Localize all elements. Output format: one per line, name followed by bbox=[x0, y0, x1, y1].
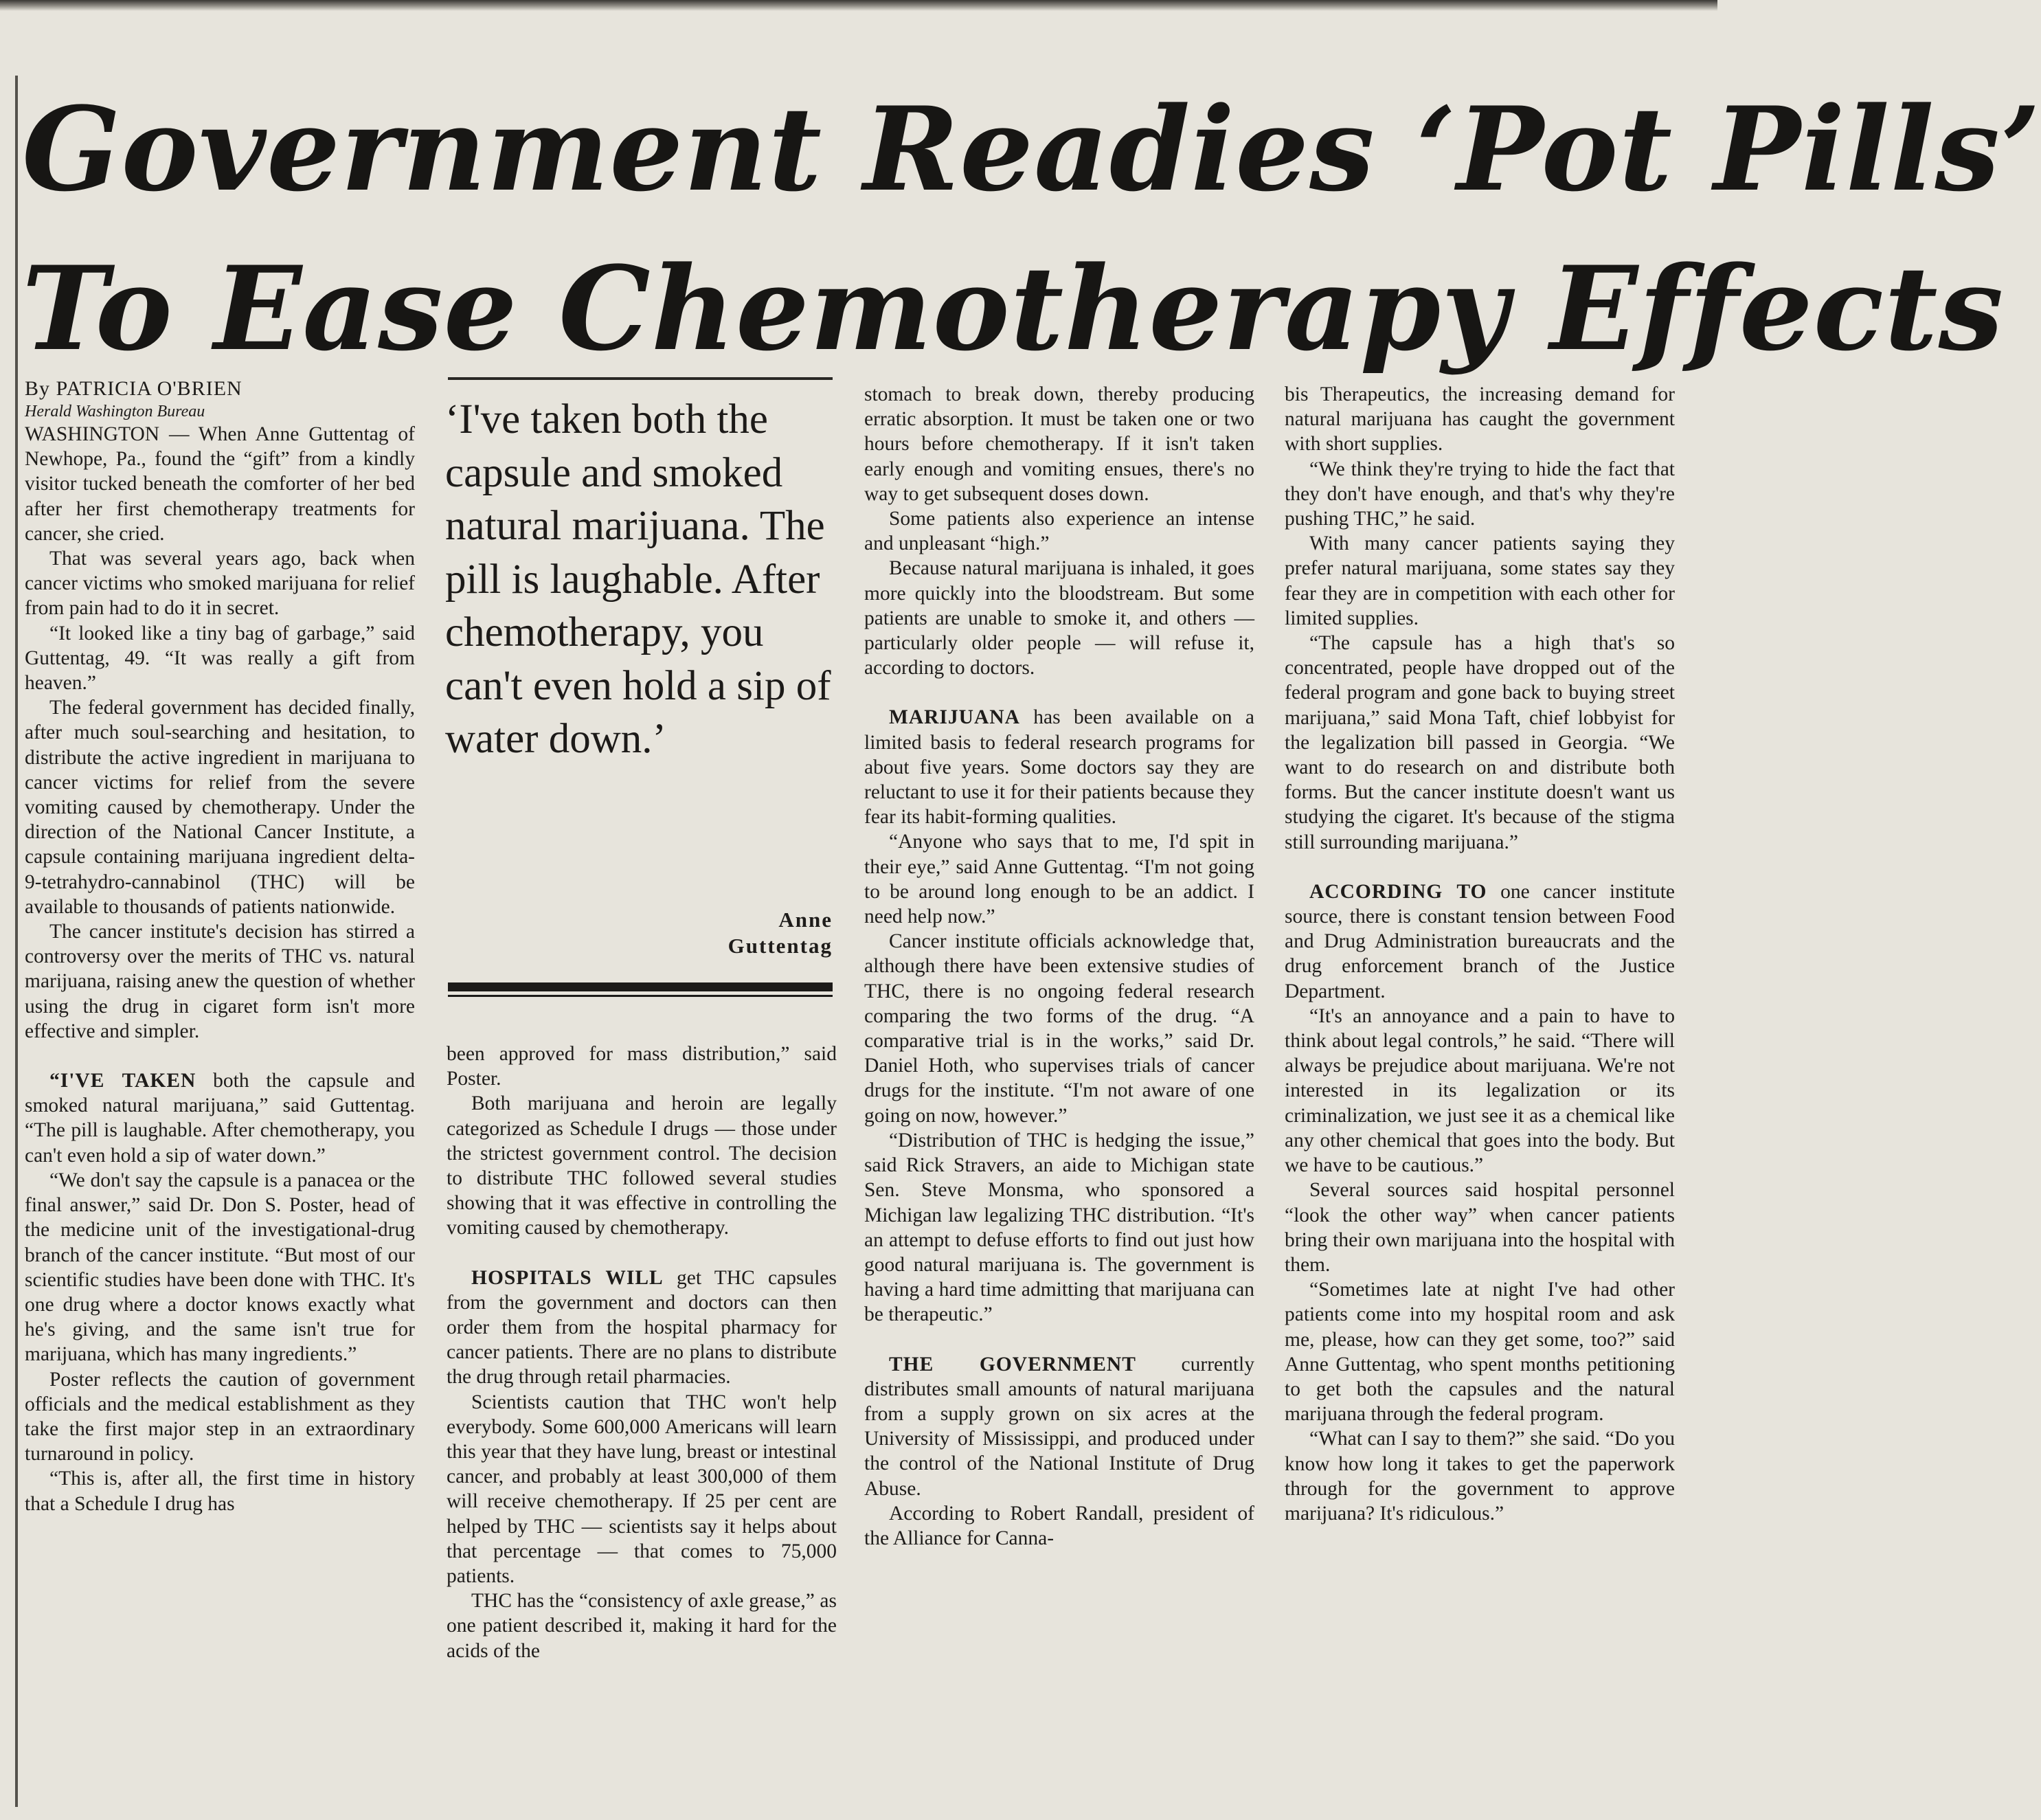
paragraph: bis Therapeutics, the increasing demand for natural marijuana has caught the government with short supplies. bbox=[1285, 383, 1675, 456]
paragraph: “What can I say to them?” she said. “Do you know how long it takes to get the paperwork through for the government to approve marijuana? It's ridiculous.” bbox=[1285, 1428, 1675, 1525]
headline-line-2: To Ease Chemotherapy Effects bbox=[22, 240, 2005, 377]
paragraph: been approved for mass distribution,” said Poster. bbox=[447, 1043, 837, 1090]
paragraph: The federal government has decided finally, after much soul-searching and hesitation, to distribute the active ingredient in marijuana to cancer victims for relief from the severe vomiting caused by chemotherapy. Under the direction of the National Cancer Institute, a capsule containing marijuana ingredient delta-9-tetrahydro-cannabinol (THC) will be available to thousands of patients nationwide. bbox=[25, 697, 415, 918]
article-column-4 bbox=[1285, 382, 1675, 1526]
paragraph: “Distribution of THC is hedging the issue,” said Rick Stravers, an aide to Michigan state Sen. Steve Monsma, who sponsored a Michigan law legalizing THC distribution. “It's an attempt to defuse efforts to find out just how good natural marijuana is. The government is having a hard time admitting that marijuana can be therapeutic.” bbox=[864, 1129, 1254, 1326]
paragraph-subhead bbox=[1285, 879, 1675, 1004]
paragraph: The cancer institute's decision has stirred a controversy over the merits of THC vs. natural marijuana, raising anew the question of whether using the drug in cigaret form isn't more effective and simpler. bbox=[25, 921, 415, 1042]
pull-quote-top-rule bbox=[448, 377, 833, 380]
byline-author: By PATRICIA O'BRIEN bbox=[25, 377, 243, 400]
column-rule bbox=[15, 76, 18, 1807]
paragraph-text: has been available on a limited basis to federal research programs for about five years. Some doctors say they are reluctant to use it for their patients because they fear its habit-forming qualities. bbox=[864, 706, 1254, 829]
paragraph-text: currently distributes small amounts of natural marijuana from a supply grown on six acres at the University of Mississippi, and produced under the control of the National Institute of Drug Abuse. bbox=[864, 1353, 1254, 1500]
paragraph: THC has the “consistency of axle grease,” as one patient described it, making it hard for the acids of the bbox=[447, 1590, 837, 1662]
pull-quote: ‘I've taken both the capsule and smoked natural marijuana. The pill is laughable. After chemotherapy, you can't even hold a sip of water down.’ bbox=[445, 396, 831, 762]
attribution-first: Anne bbox=[778, 908, 833, 932]
paragraph: stomach to break down, thereby producing erratic absorption. It must be taken one or two hours before chemotherapy. If it isn't taken early enough and vomiting ensues, there's no way to get subsequent doses down. bbox=[864, 383, 1254, 505]
paragraph: “Anyone who says that to me, I'd spit in their eye,” said Anne Guttentag. “I'm not going to be around long enough to be an addict. I need help now.” bbox=[864, 831, 1254, 928]
paragraph: “We think they're trying to hide the fact that they don't have enough, and that's why they're pushing THC,” he said. bbox=[1285, 458, 1675, 530]
article-column-3 bbox=[864, 382, 1254, 1551]
paragraph: “The capsule has a high that's so concentrated, people have dropped out of the federal program and gone back to buying street marijuana,” said Mona Taft, chief lobbyist for the legalization bill passed in Georgia. “We want to do research on and distribute both forms. But the cancer institute doesn't want us studying the cigaret. It's because of the stigma still surrounding marijuana.” bbox=[1285, 632, 1675, 853]
paragraph-subhead bbox=[447, 1266, 837, 1390]
headline-line-1: Government Readies ‘Pot Pills’ bbox=[22, 81, 2041, 217]
paragraph: “We don't say the capsule is a panacea or the final answer,” said Dr. Don S. Poster, head of the medicine unit of the investigational-drug branch of the cancer institute. “But most of our scientific studies have been done with THC. It's one drug where a doctor knows exactly what he's giving, and the same isn't true for marijuana, which has many ingredients.” bbox=[25, 1169, 415, 1366]
paragraph-text: both the capsule and smoked natural marijuana,” said Guttentag. “The pill is laughable. After chemotherapy, you can't even hold a sip of water down.” bbox=[25, 1070, 415, 1167]
subhead-lead: “I'VE TAKEN bbox=[49, 1070, 196, 1092]
paragraph: “Sometimes late at night I've had other patients come into my hospital room and ask me, please, how can they get some, too?” said Anne Guttentag, who spent months petitioning to get both the capsules and the natural marijuana through the federal program. bbox=[1285, 1279, 1675, 1426]
subhead-lead: THE GOVERNMENT bbox=[889, 1353, 1136, 1375]
subhead-lead: ACCORDING TO bbox=[1309, 880, 1487, 903]
paragraph: Cancer institute officials acknowledge that, although there have been extensive studies of THC, there is no ongoing federal research comparing the two forms of the drug. “A comparative trial is in the works,” said Dr. Daniel Hoth, who supervises trials of cancer drugs for the institute. “I'm not aware of one going on now, however.” bbox=[864, 930, 1254, 1127]
pull-quote-bottom-rule-thin bbox=[448, 995, 833, 997]
subhead-lead: HOSPITALS WILL bbox=[471, 1266, 664, 1289]
paragraph: Scientists caution that THC won't help everybody. Some 600,000 Americans will learn this year that they have lung, breast or intestinal cancer, and probably at least 300,000 of them will receive chemotherapy. If 25 per cent are helped by THC — scientists say it helps about that percentage — that comes to 75,000 patients. bbox=[447, 1391, 837, 1588]
paragraph: “This is, after all, the first time in history that a Schedule I drug has bbox=[25, 1468, 415, 1515]
paragraph: Both marijuana and heroin are legally categorized as Schedule I drugs — those under the strictest government control. The decision to distribute THC followed several studies showing that it was effective in controlling the vomiting caused by chemotherapy. bbox=[447, 1092, 837, 1239]
article-column-1 bbox=[25, 377, 415, 1516]
paragraph: Several sources said hospital personnel “look the other way” when cancer patients bring their own marijuana into the hospital with them. bbox=[1285, 1179, 1675, 1276]
paragraph: With many cancer patients saying they prefer natural marijuana, some states say they fear they are in competition with each other for limited supplies. bbox=[1285, 532, 1675, 629]
paragraph: Some patients also experience an intense and unpleasant “high.” bbox=[864, 508, 1254, 555]
attribution-last: Guttentag bbox=[728, 934, 833, 958]
paragraph-subhead bbox=[25, 1068, 415, 1168]
paragraph: That was several years ago, back when cancer victims who smoked marijuana for relief from pain had to do it in secret. bbox=[25, 548, 415, 620]
paragraph-subhead bbox=[864, 1352, 1254, 1501]
paragraph-subhead bbox=[864, 705, 1254, 829]
paragraph: “It's an annoyance and a pain to have to think about legal controls,” he said. “There will always be prejudice about marijuana. We're not interested in its legalization or its criminalization, we just see it as a chemical like any other chemical that goes into the body. But we have to be cautious.” bbox=[1285, 1004, 1675, 1177]
subhead-lead: MARIJUANA bbox=[889, 706, 1020, 729]
paragraph: Poster reflects the caution of government officials and the medical establishment as they take the first major step in an extraordinary turnaround in policy. bbox=[25, 1368, 415, 1465]
paragraph-text: one cancer institute source, there is constant tension between Food and Drug Administration bureaucrats and the drug enforcement branch of the Justice Department. bbox=[1285, 880, 1675, 1002]
paragraph: WASHINGTON — When Anne Guttentag of Newhope, Pa., found the “gift” from a kindly visitor tucked beneath the comforter of her bed after her first chemotherapy treatments for cancer, she cried. bbox=[25, 423, 415, 545]
paragraph: According to Robert Randall, president of the Alliance for Canna- bbox=[864, 1502, 1254, 1549]
paragraph-text: get THC capsules from the government and doctors can then order them from the hospital pharmacy for cancer patients. There are no plans to distribute the drug through retail pharmacies. bbox=[447, 1266, 837, 1389]
page-edge-shadow bbox=[0, 0, 1717, 11]
paragraph: Because natural marijuana is inhaled, it goes more quickly into the bloodstream. But some patients are unable to smoke it, and others — particularly older people — will refuse it, according to doctors. bbox=[864, 557, 1254, 679]
pull-quote-bottom-rule bbox=[448, 982, 833, 991]
byline-bureau: Herald Washington Bureau bbox=[25, 403, 205, 420]
article-column-2 bbox=[447, 1042, 837, 1663]
paragraph: “It looked like a tiny bag of garbage,” said Guttentag, 49. “It was really a gift from heaven.” bbox=[25, 622, 415, 695]
pull-quote-attribution bbox=[651, 907, 833, 959]
